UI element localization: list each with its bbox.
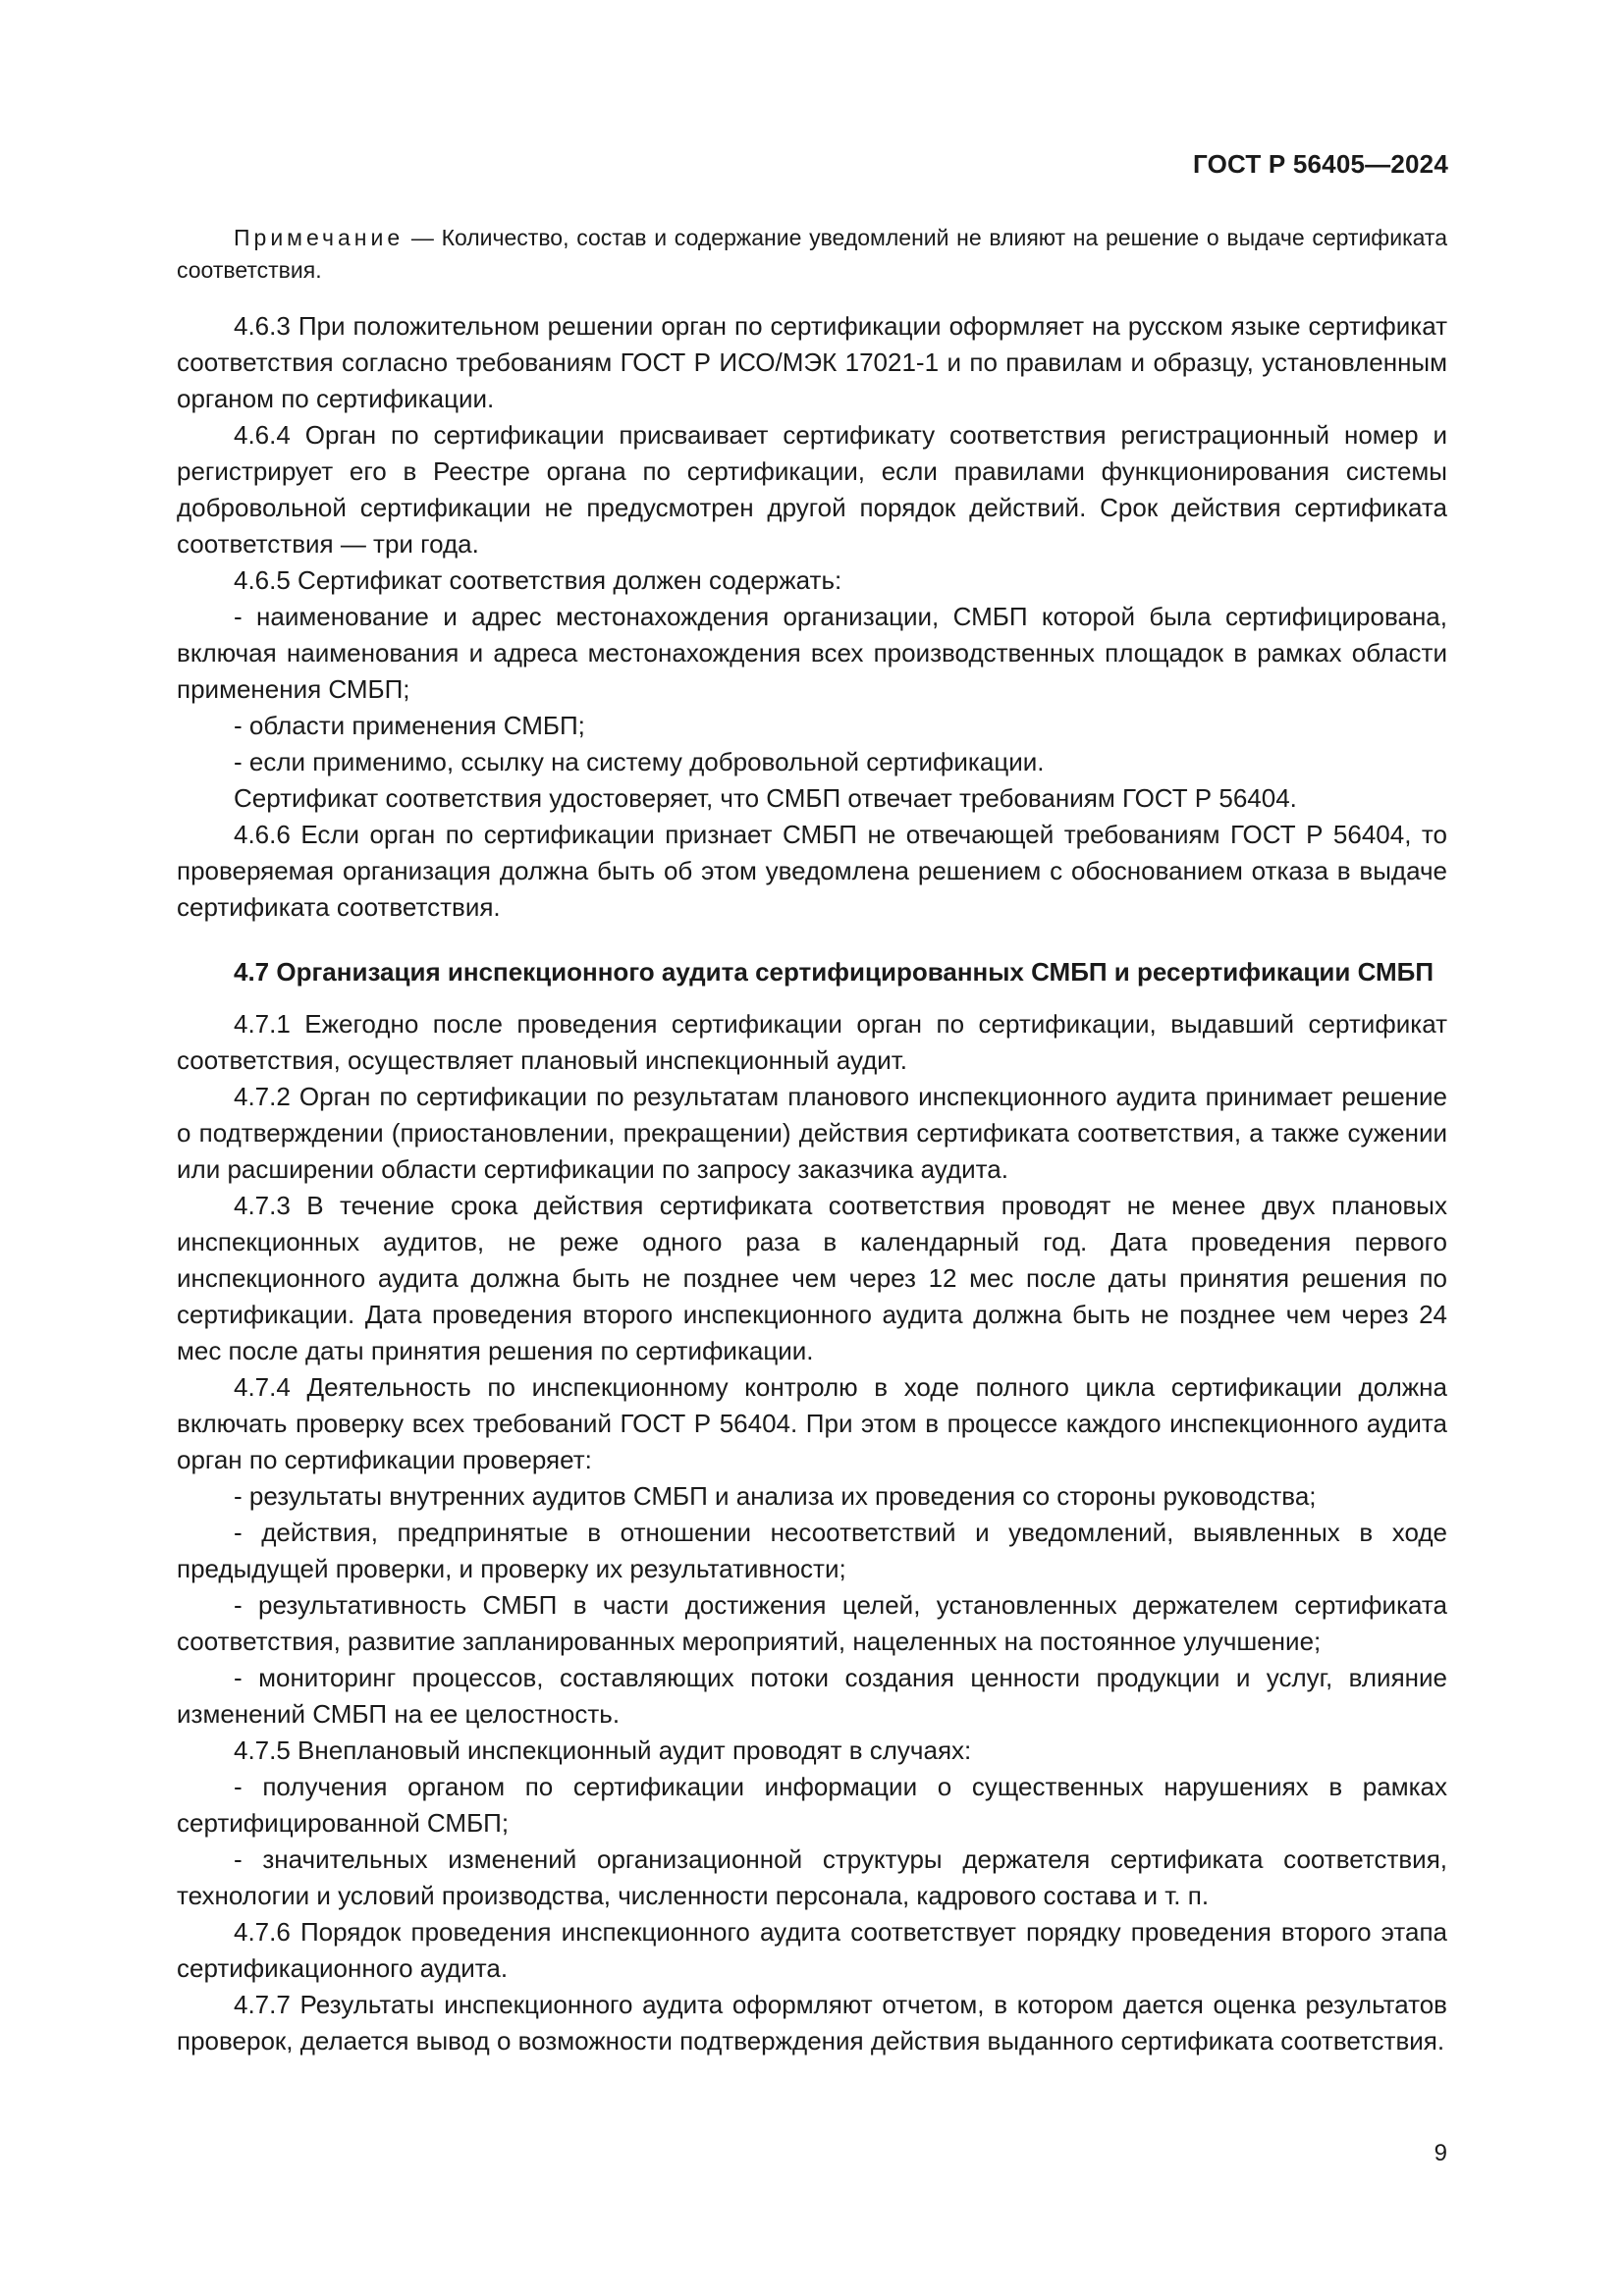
list-item: - области применения СМБП; — [234, 711, 585, 740]
page-number: 9 — [1434, 2140, 1447, 2166]
list-item: - если применимо, ссылку на систему добровольной сертификации. — [234, 747, 1045, 776]
document-code-header: ГОСТ Р 56405—2024 — [1193, 149, 1448, 179]
paragraph-4-6-3: 4.6.3 При положительном решении орган по сертификации оформляет на русском языке сертификат соответствия согласно требованиям ГОСТ Р ИСО/МЭК 17021-1 и по правилам и образцу, установленным органом по сертификации. — [177, 311, 1447, 413]
paragraph-4-7-6: 4.7.6 Порядок проведения инспекционного аудита соответствует порядку проведения второго этапа сертификационного аудита. — [177, 1917, 1447, 1983]
paragraph-certificate-statement: Сертификат соответствия удостоверяет, что СМБП отвечает требованиям ГОСТ Р 56404. — [234, 783, 1297, 813]
list-item: - результаты внутренних аудитов СМБП и анализа их проведения со стороны руководства; — [234, 1481, 1317, 1511]
note-text: — Количество, состав и содержание уведомлений не влияют на решение о выдаче сертификата соответствия. — [177, 225, 1447, 283]
list-item: - наименование и адрес местонахождения организации, СМБП которой была сертифицирована, включая наименования и адреса местонахождения всех производственных площадок в рамках области применения СМБП; — [177, 602, 1447, 704]
paragraph-4-6-5: 4.6.5 Сертификат соответствия должен содержать: — [234, 565, 842, 595]
paragraph-4-7-1: 4.7.1 Ежегодно после проведения сертификации орган по сертификации, выдавший сертификат соответствия, осуществляет плановый инспекционный аудит. — [177, 1009, 1447, 1075]
paragraph-4-7-3: 4.7.3 В течение срока действия сертификата соответствия проводят не менее двух плановых инспекционных аудитов, не реже одного раза в календарный год. Дата проведения первого инспекционного аудита должна быть не позднее чем через 12 мес после даты принятия решения по сертификации. Дата проведения второго инспекционного аудита должна быть не позднее чем через 24 мес после даты принятия решения по сертификации. — [177, 1191, 1447, 1365]
list-item: - получения органом по сертификации информации о существенных нарушениях в рамках сертифицированной СМБП; — [177, 1772, 1447, 1838]
paragraph-4-7-4: 4.7.4 Деятельность по инспекционному контролю в ходе полного цикла сертификации должна включать проверку всех требований ГОСТ Р 56404. При этом в процессе каждого инспекционного аудита орган по сертификации проверяет: — [177, 1372, 1447, 1474]
paragraph-4-6-4: 4.6.4 Орган по сертификации присваивает сертификату соответствия регистрационный номер и регистрирует его в Реестре органа по сертификации, если правилами функционирования системы добровольной сертификации не предусмотрен другой порядок действий. Срок действия сертификата соответствия — три года. — [177, 420, 1447, 559]
section-title-4-7: 4.7 Организация инспекционного аудита сертифицированных СМБП и ресертификации СМБП — [234, 957, 1435, 987]
list-item: - действия, предпринятые в отношении несоответствий и уведомлений, выявленных в ходе предыдущей проверки, и проверку их результативности; — [177, 1518, 1447, 1583]
document-body — [177, 222, 1447, 2059]
paragraph-4-7-7: 4.7.7 Результаты инспекционного аудита оформляют отчетом, в котором дается оценка результатов проверок, делается вывод о возможности подтверждения действия выданного сертификата соответствия. — [177, 1990, 1447, 2056]
list-item: - значительных изменений организационной структуры держателя сертификата соответствия, технологии и условий производства, численности персонала, кадрового состава и т. п. — [177, 1844, 1447, 1910]
paragraph-4-6-6: 4.6.6 Если орган по сертификации признает СМБП не отвечающей требованиям ГОСТ Р 56404, то проверяемая организация должна быть об этом уведомлена решением с обоснованием отказа в выдаче сертификата соответствия. — [177, 820, 1447, 922]
note-label: Примечание — [234, 225, 405, 250]
paragraph-4-7-5: 4.7.5 Внеплановый инспекционный аудит проводят в случаях: — [234, 1735, 972, 1765]
list-item: - результативность СМБП в части достижения целей, установленных держателем сертификата соответствия, развитие запланированных мероприятий, нацеленных на постоянное улучшение; — [177, 1590, 1447, 1656]
note — [177, 222, 1447, 287]
paragraph-4-7-2: 4.7.2 Орган по сертификации по результатам планового инспекционного аудита принимает решение о подтверждении (приостановлении, прекращении) действия сертификата соответствия, а также сужении или расширении области сертификации по запросу заказчика аудита. — [177, 1082, 1447, 1184]
list-item: - мониторинг процессов, составляющих потоки создания ценности продукции и услуг, влияние изменений СМБП на ее целостность. — [177, 1663, 1447, 1729]
